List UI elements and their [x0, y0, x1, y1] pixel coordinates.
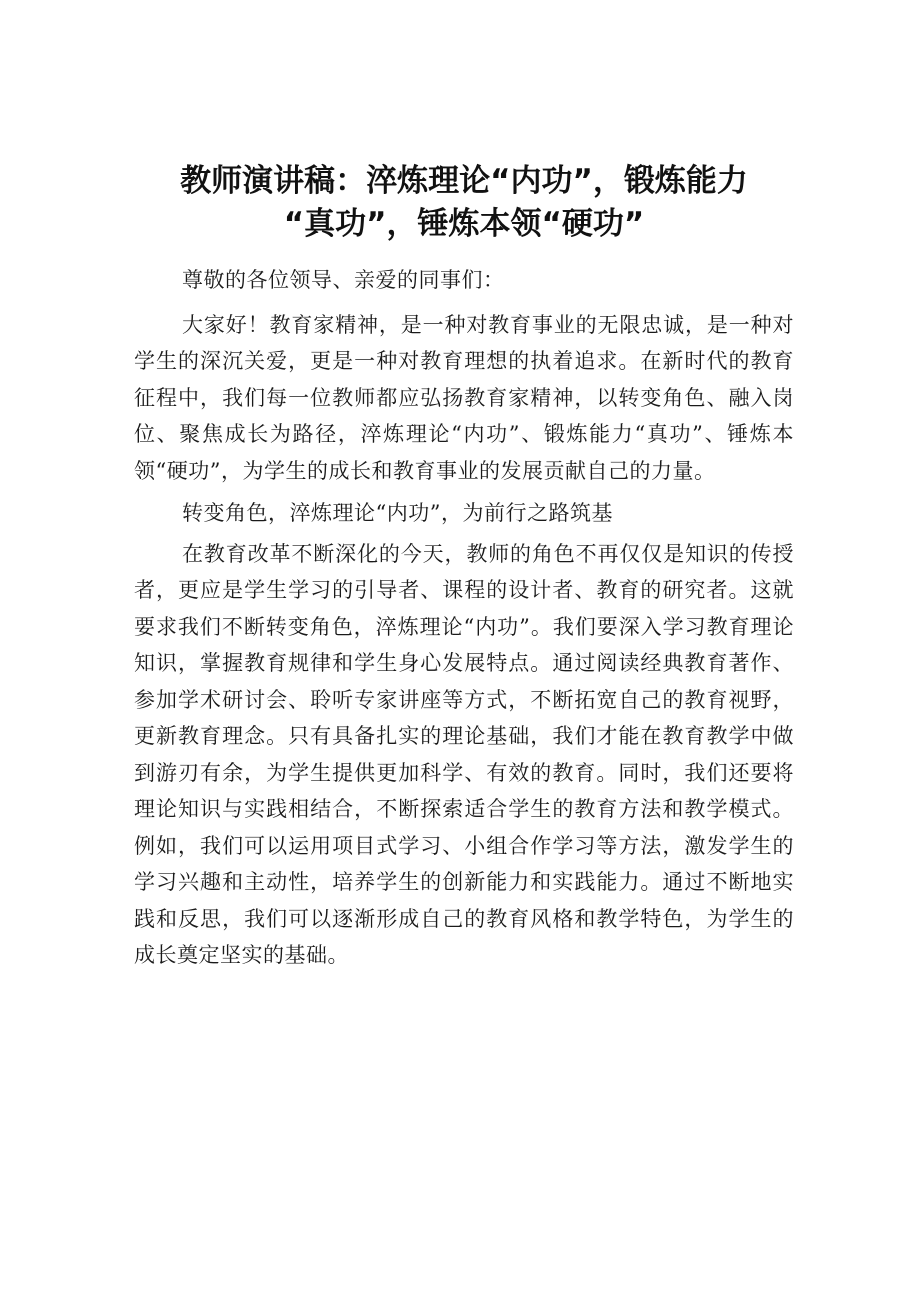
- title-line-2: “真功”，锤炼本领“硬功”: [283, 206, 645, 242]
- salutation: 尊敬的各位领导、亲爱的同事们：: [182, 268, 505, 292]
- paragraph-intro: 大家好！教育家精神，是一种对教育事业的无限忠诚，是一种对学生的深沉关爱，更是一种对教育理想的执着追求。在新时代的教育征程中，我们每一位教师都应弘扬教育家精神，以转变角色、融入岗位、聚焦成长为路径，淬炼理论“内功”、锻炼能力“真功”、锤炼本领“硬功”，为学生的成长和教育事业的发展贡献自己的力量。: [134, 312, 794, 483]
- title-line-1: 教师演讲稿：淬炼理论“内功”，锻炼能力: [180, 163, 748, 199]
- document-title: [134, 160, 794, 246]
- paragraph-body: 在教育改革不断深化的今天，教师的角色不再仅仅是知识的传授者，更应是学生学习的引导者、课程的设计者、教育的研究者。这就要求我们不断转变角色，淬炼理论“内功”。我们要深入学习教育理论知识，掌握教育规律和学生身心发展特点。通过阅读经典教育著作、参加学术研讨会、聆听专家讲座等方式，不断拓宽自己的教育视野，更新教育理念。只有具备扎实的理论基础，我们才能在教育教学中做到游刃有余，为学生提供更加科学、有效的教育。同时，我们还要将理论知识与实践相结合，不断探索适合学生的教育方法和教学模式。例如，我们可以运用项目式学习、小组合作学习等方法，激发学生的学习兴趣和主动性，培养学生的创新能力和实践能力。通过不断地实践和反思，我们可以逐渐形成自己的教育风格和教学特色，为学生的成长奠定坚实的基础。: [134, 541, 794, 967]
- document-page: [134, 160, 794, 980]
- section-heading: 转变角色，淬炼理论“内功”，为前行之路筑基: [182, 501, 613, 525]
